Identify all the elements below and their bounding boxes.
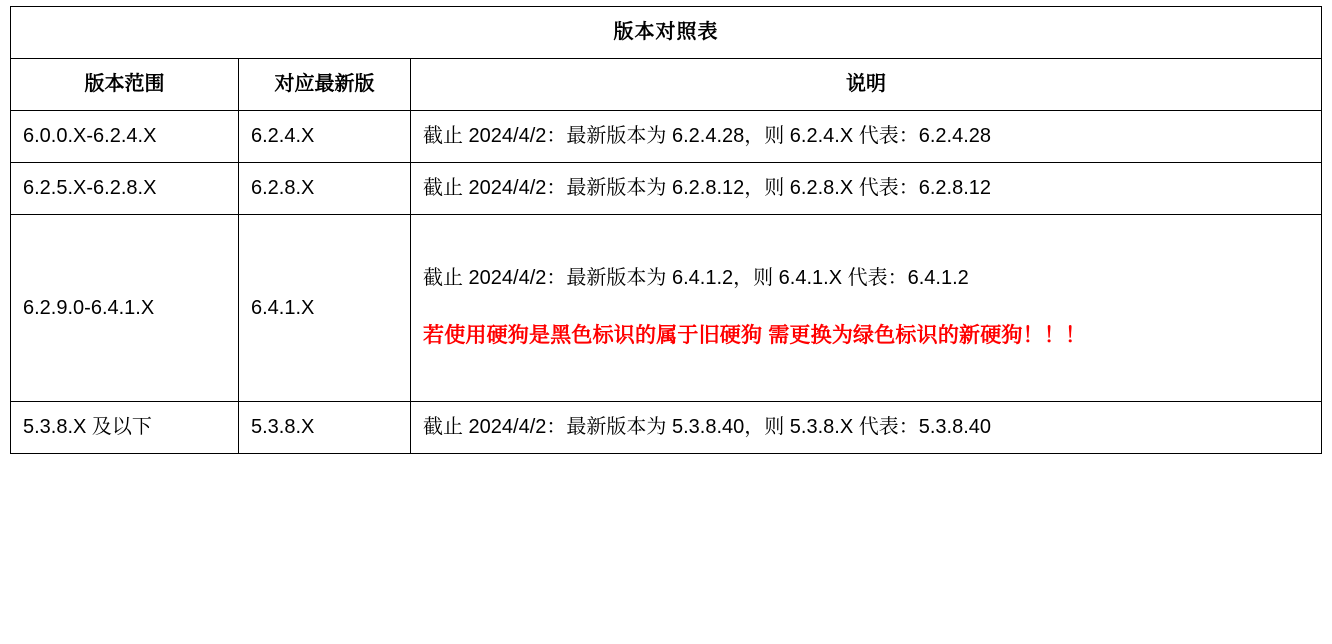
cell-version-range: 6.2.9.0-6.4.1.X bbox=[11, 215, 239, 402]
column-header-version-range: 版本范围 bbox=[11, 59, 239, 111]
cell-latest-version: 6.2.8.X bbox=[239, 163, 411, 215]
table-title: 版本对照表 bbox=[11, 7, 1322, 59]
cell-version-range: 5.3.8.X 及以下 bbox=[11, 402, 239, 454]
table-row bbox=[11, 402, 1322, 454]
cell-version-range: 6.0.0.X-6.2.4.X bbox=[11, 111, 239, 163]
cell-description bbox=[411, 163, 1322, 215]
description-text: 截止 2024/4/2：最新版本为 5.3.8.40，则 5.3.8.X 代表：5.3.8.40 bbox=[423, 416, 992, 438]
table-title-row bbox=[11, 7, 1322, 59]
table-row bbox=[11, 163, 1322, 215]
cell-description bbox=[411, 402, 1322, 454]
cell-latest-version: 5.3.8.X bbox=[239, 402, 411, 454]
description-text: 截止 2024/4/2：最新版本为 6.2.4.28，则 6.2.4.X 代表：6.2.4.28 bbox=[423, 125, 992, 147]
table-row bbox=[11, 111, 1322, 163]
column-header-description: 说明 bbox=[411, 59, 1322, 111]
cell-latest-version: 6.4.1.X bbox=[239, 215, 411, 402]
cell-description bbox=[411, 215, 1322, 402]
warning-text: 若使用硬狗是黑色标识的属于旧硬狗 需更换为绿色标识的新硬狗！！！ bbox=[423, 324, 1087, 348]
table-row bbox=[11, 215, 1322, 402]
description-text: 截止 2024/4/2：最新版本为 6.4.1.2，则 6.4.1.X 代表：6.4.1.2 bbox=[423, 267, 969, 290]
cell-description bbox=[411, 111, 1322, 163]
version-comparison-table bbox=[10, 6, 1322, 454]
description-text: 截止 2024/4/2：最新版本为 6.2.8.12，则 6.2.8.X 代表：6.2.8.12 bbox=[423, 177, 992, 199]
cell-version-range: 6.2.5.X-6.2.8.X bbox=[11, 163, 239, 215]
column-header-latest-version: 对应最新版 bbox=[239, 59, 411, 111]
table-header-row bbox=[11, 59, 1322, 111]
cell-latest-version: 6.2.4.X bbox=[239, 111, 411, 163]
